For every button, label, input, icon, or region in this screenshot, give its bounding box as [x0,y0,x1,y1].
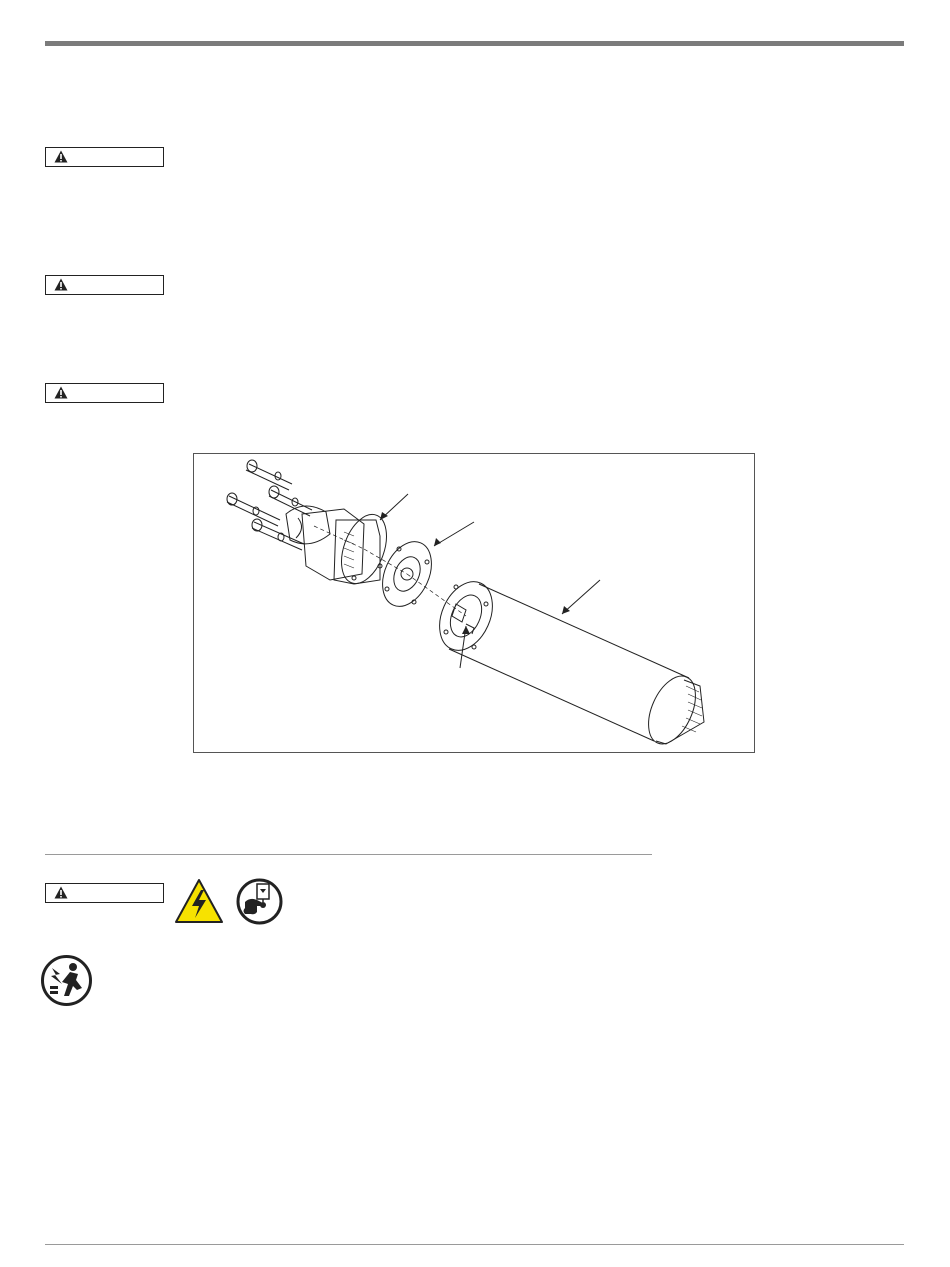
warning-label-box [45,275,164,295]
warning-triangle-icon [54,886,68,899]
footer-rule [45,1244,904,1245]
warning-triangle-icon [54,386,68,399]
disconnect-power-icon [236,878,283,925]
warning-triangle-icon [54,150,68,163]
top-rule [45,41,904,46]
shock-hazard-icon [40,954,93,1007]
electrical-hazard-icon [174,878,224,924]
warning-label-box [45,383,164,403]
warning-triangle-icon [54,278,68,291]
assembly-illustration [193,453,755,753]
section-divider [45,854,652,855]
warning-label-box [45,883,164,903]
warning-label-box [45,147,164,167]
exploded-view-drawing [194,454,756,754]
